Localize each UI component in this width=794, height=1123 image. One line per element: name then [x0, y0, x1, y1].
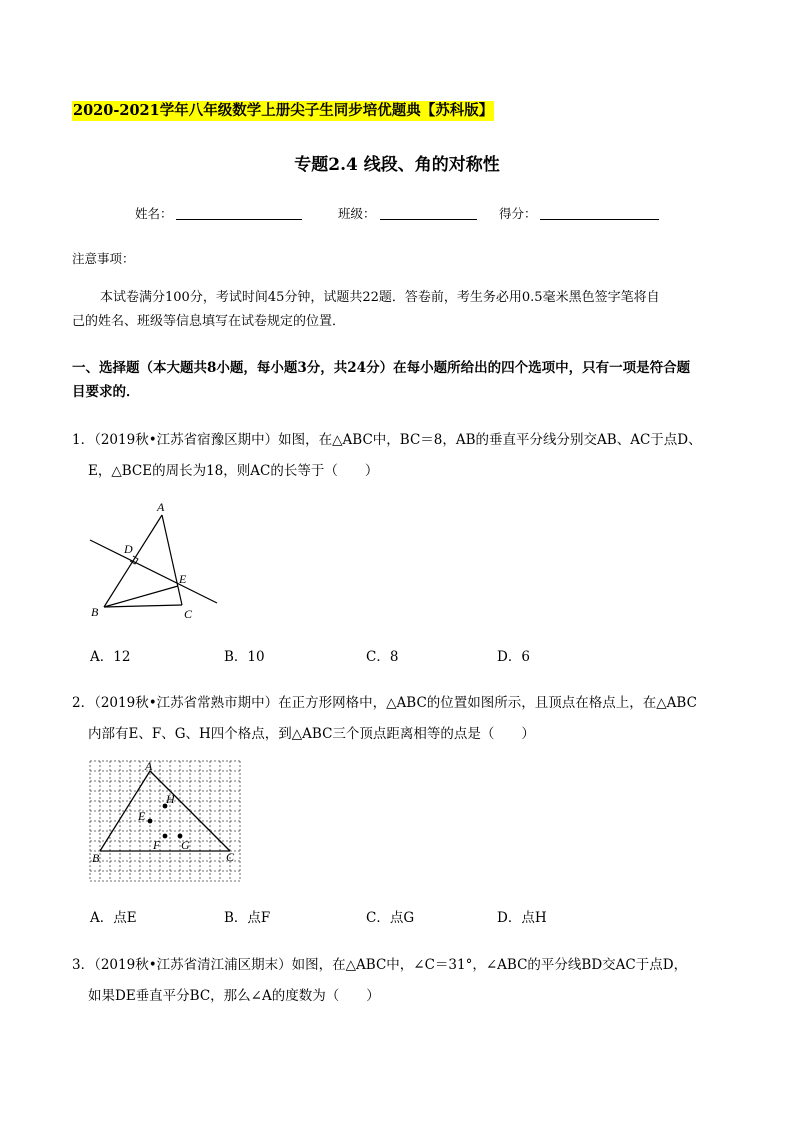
question-1-line-1: 1．（2019秋•江苏省宿豫区期中）如图，在△ABC中，BC＝8，AB的垂直平分线分别交AB、AC于点D、 [72, 432, 702, 448]
fig1-label-d: D [124, 542, 133, 556]
fig2-label-f: F [153, 838, 161, 852]
question-1-figure [84, 495, 224, 625]
question-2-line-1: 2．（2019秋•江苏省常熟市期中）在正方形网格中，△ABC的位置如图所示，且顶点在格点上，在△ABC [72, 695, 697, 711]
notice-heading: 注意事项： [72, 251, 135, 266]
fig2-label-c: C [226, 850, 235, 864]
fig2-point-f [163, 834, 168, 839]
class-field[interactable] [380, 219, 477, 220]
question-3-line-1: 3．（2019秋•江苏省清江浦区期末）如图，在△ABC中，∠C＝31°，∠ABC的平分线BD交AC于点D， [72, 957, 688, 973]
notice-line-1: 本试卷满分100分，考试时间45分钟，试题共22题．答卷前，考生务必用0.5毫米黑色签字笔将自 [100, 290, 660, 305]
question-2-option-a[interactable]: A．点E [90, 910, 137, 926]
score-label: 得分： [499, 206, 537, 221]
section-heading-line-2: 目要求的． [72, 384, 140, 400]
fig1-label-b: B [91, 605, 99, 619]
question-2-option-b[interactable]: B．点F [224, 910, 271, 926]
fig2-label-b: B [92, 851, 100, 865]
score-field[interactable] [540, 219, 659, 220]
question-2-line-2: 内部有E、F、G、H四个格点，到△ABC三个顶点距离相等的点是（ ） [88, 726, 535, 742]
header-banner: 2020-2021学年八年级数学上册尖子生同步培优题典【苏科版】 [73, 102, 494, 119]
fig2-label-e: E [138, 809, 146, 823]
question-1-line-2: E，△BCE的周长为18，则AC的长等于（ ） [88, 463, 379, 479]
question-1-option-c[interactable]: C．8 [366, 649, 399, 665]
page-title: 专题2.4 线段、角的对称性 [294, 155, 500, 175]
fig1-label-c: C [184, 607, 193, 621]
fig2-label-a: A [145, 760, 153, 773]
question-2-option-c[interactable]: C．点G [366, 910, 415, 926]
fig2-point-e [148, 819, 153, 824]
question-2-option-d[interactable]: D．点H [497, 910, 547, 926]
question-2-figure [89, 760, 241, 882]
notice-line-2: 己的姓名、班级等信息填写在试卷规定的位置． [72, 314, 346, 329]
fig1-label-a: A [157, 500, 165, 514]
question-3-line-2: 如果DE垂直平分BC，那么∠A的度数为（ ） [88, 988, 380, 1004]
question-1-option-d[interactable]: D．6 [497, 649, 530, 665]
fig1-label-e: E [179, 572, 187, 586]
class-label: 班级： [338, 206, 376, 221]
fig2-label-h: H [166, 792, 175, 806]
fig2-label-g: G [181, 838, 190, 852]
question-1-option-a[interactable]: A．12 [90, 649, 131, 665]
section-heading-line-1: 一、选择题（本大题共8小题，每小题3分，共24分）在每小题所给出的四个选项中，只有一项是符合题 [72, 360, 691, 376]
name-field[interactable] [176, 219, 302, 220]
name-label: 姓名： [135, 206, 173, 221]
question-1-option-b[interactable]: B．10 [224, 649, 265, 665]
